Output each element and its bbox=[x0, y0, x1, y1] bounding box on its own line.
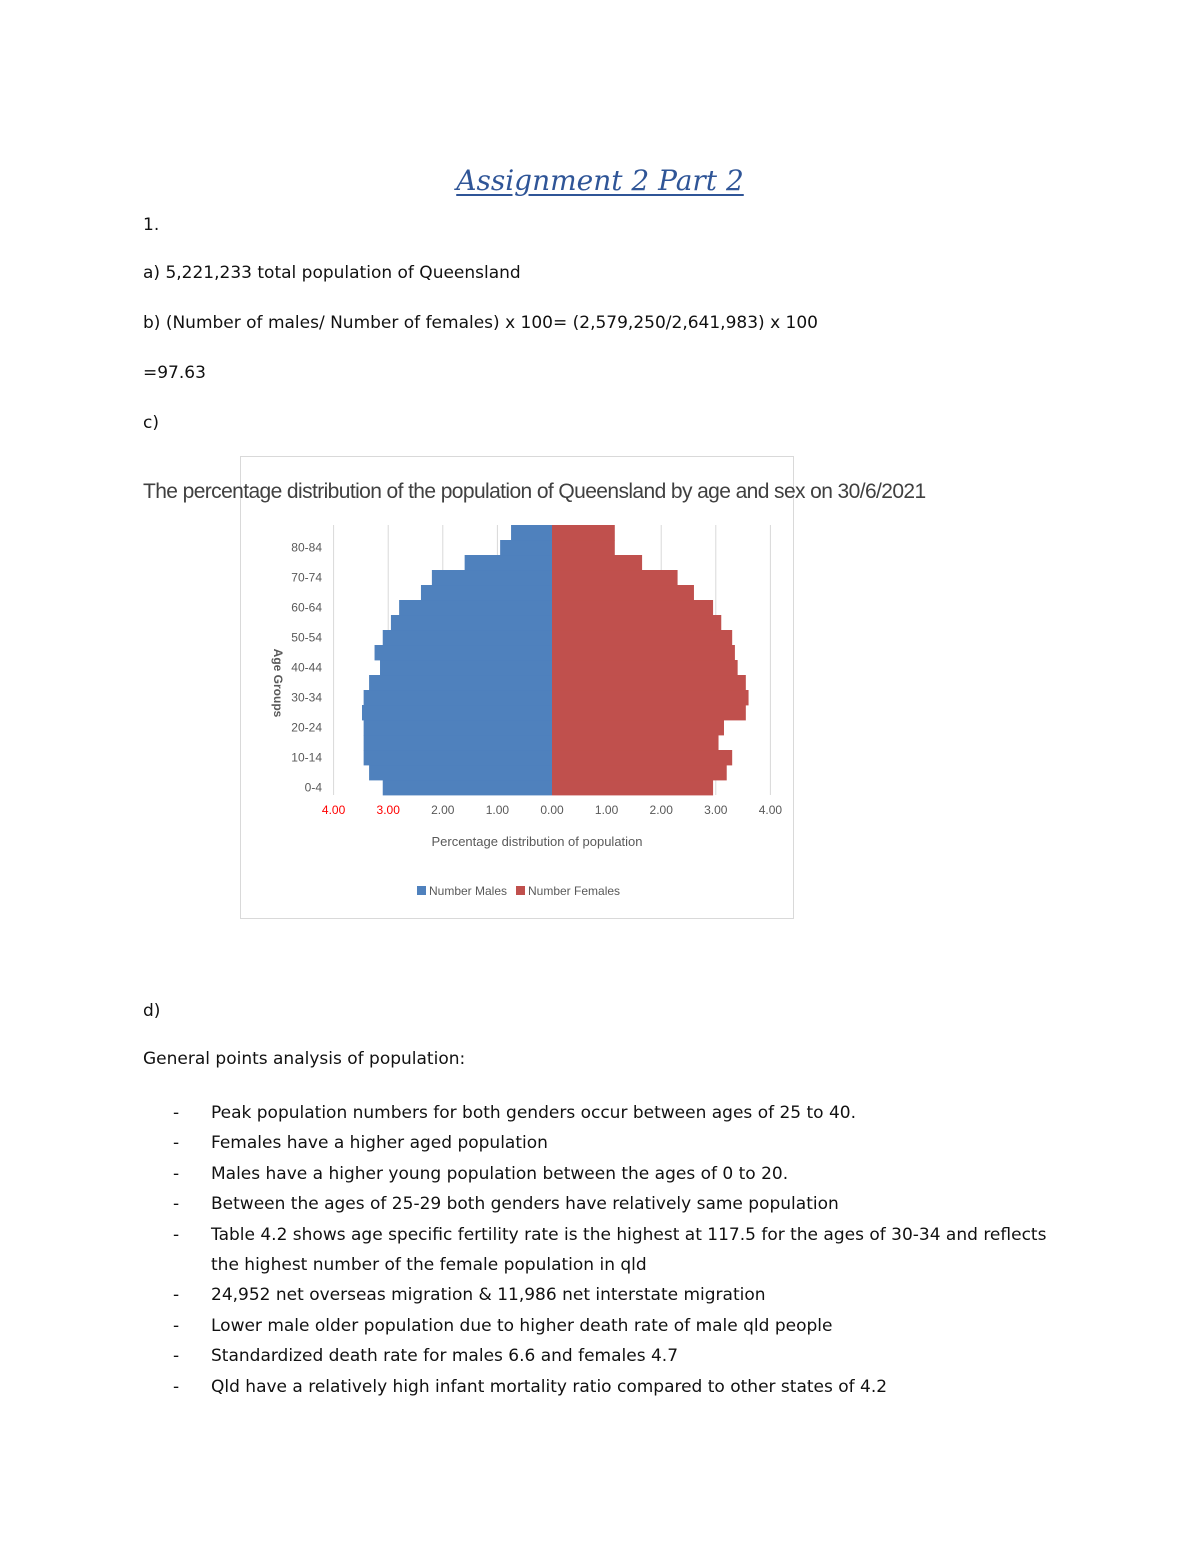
bullet-text: Qld have a relatively high infant mortality ratio compared to other states of 4.2 bbox=[211, 1376, 888, 1397]
male-bar-70-74 bbox=[432, 570, 552, 585]
list-item bbox=[173, 1341, 1073, 1371]
female-bar-35-39 bbox=[552, 675, 746, 690]
analysis-heading: General points analysis of population: bbox=[143, 1049, 466, 1069]
list-item bbox=[173, 1159, 1073, 1189]
male-bar-15-19 bbox=[364, 735, 552, 750]
bullet-text: Standardized death rate for males 6.6 and females 4.7 bbox=[211, 1346, 679, 1367]
female-bar-50-54 bbox=[552, 630, 732, 645]
answer-a: a) 5,221,233 total population of Queensland bbox=[143, 263, 521, 283]
female-bar-70-74 bbox=[552, 570, 678, 585]
male-bar-30-34 bbox=[364, 690, 552, 705]
x-tick-label: 3.00 bbox=[376, 803, 400, 817]
list-item bbox=[173, 1220, 1073, 1281]
y-tick-label: 70-74 bbox=[291, 570, 322, 585]
bullet-text: Between the ages of 25-29 both genders have relatively same population bbox=[211, 1194, 839, 1215]
female-bar-60-64 bbox=[552, 600, 713, 615]
x-axis-title: Percentage distribution of population bbox=[431, 834, 643, 849]
female-bar-0-4 bbox=[552, 780, 713, 795]
female-bar-25-29 bbox=[552, 705, 746, 720]
bullet-text: Table 4.2 shows age specific fertility rate is the highest at 117.5 for the ages of 30-34 and reflects the highest number of the female population in qld bbox=[211, 1224, 1047, 1276]
bullet-dash: - bbox=[173, 1224, 180, 1245]
male-bar-20-24 bbox=[364, 720, 552, 735]
y-tick-label: 40-44 bbox=[291, 660, 322, 675]
male-bar-80-84 bbox=[500, 540, 552, 555]
female-bar-15-19 bbox=[552, 735, 719, 750]
bullet-dash: - bbox=[173, 1315, 180, 1336]
answer-b: b) (Number of males/ Number of females) x 100= (2,579,250/2,641,983) x 100 bbox=[143, 313, 818, 333]
y-tick-label: 0-4 bbox=[304, 780, 322, 795]
y-tick-label: 60-64 bbox=[291, 600, 322, 615]
male-bar-5-9 bbox=[369, 765, 552, 780]
legend-swatch-females bbox=[516, 886, 525, 895]
x-tick-label: 4.00 bbox=[758, 803, 783, 817]
female-bar-10-14 bbox=[552, 750, 732, 765]
male-bar-75-79 bbox=[465, 555, 552, 570]
female-bar-45-49 bbox=[552, 645, 735, 660]
female-bar-55-59 bbox=[552, 615, 721, 630]
male-bar-10-14 bbox=[364, 750, 552, 765]
female-bar-30-34 bbox=[552, 690, 749, 705]
y-tick-label: 20-24 bbox=[291, 720, 322, 735]
bullet-dash: - bbox=[173, 1346, 180, 1367]
list-item bbox=[173, 1372, 1073, 1402]
x-tick-label: 1.00 bbox=[594, 803, 619, 817]
male-bar-50-54 bbox=[383, 630, 552, 645]
bullet-text: Males have a higher young population between the ages of 0 to 20. bbox=[211, 1163, 789, 1184]
chart-title: The percentage distribution of the population of Queensland by age and sex on 30/6/2021 bbox=[143, 480, 926, 503]
list-item bbox=[173, 1311, 1073, 1341]
female-bar-20-24 bbox=[552, 720, 724, 735]
bullet-text: Lower male older population due to higher death rate of male qld people bbox=[211, 1315, 833, 1336]
bullet-dash: - bbox=[173, 1133, 180, 1154]
female-bar-85+ bbox=[552, 525, 615, 540]
legend-label-males: Number Males bbox=[429, 884, 508, 898]
bullet-text: Peak population numbers for both genders occur between ages of 25 to 40. bbox=[211, 1103, 857, 1123]
list-item bbox=[173, 1280, 1073, 1310]
answer-d-label: d) bbox=[143, 1001, 161, 1021]
x-tick-label: 4.00 bbox=[321, 803, 346, 817]
analysis-bullet-list bbox=[173, 1098, 1073, 1402]
bullet-dash: - bbox=[173, 1103, 180, 1123]
male-bar-0-4 bbox=[383, 780, 552, 795]
male-bar-55-59 bbox=[391, 615, 552, 630]
x-tick-label: 2.00 bbox=[431, 803, 455, 817]
male-bar-65-69 bbox=[421, 585, 552, 600]
bullet-text: Females have a higher aged population bbox=[211, 1133, 548, 1154]
female-bar-75-79 bbox=[552, 555, 642, 570]
document-title: Assignment 2 Part 2 bbox=[456, 164, 744, 197]
x-tick-label: 0.00 bbox=[540, 803, 564, 817]
bullet-dash: - bbox=[173, 1285, 180, 1306]
x-tick-label: 3.00 bbox=[704, 803, 728, 817]
y-tick-label: 30-34 bbox=[291, 690, 322, 705]
list-item bbox=[173, 1189, 1073, 1219]
female-bar-5-9 bbox=[552, 765, 727, 780]
x-tick-label: 2.00 bbox=[649, 803, 673, 817]
legend-label-females: Number Females bbox=[528, 884, 621, 898]
female-bar-65-69 bbox=[552, 585, 694, 600]
female-bar-80-84 bbox=[552, 540, 615, 555]
y-axis-title: Age Groups bbox=[271, 648, 285, 718]
female-bar-40-44 bbox=[552, 660, 738, 675]
male-bar-40-44 bbox=[380, 660, 552, 675]
bullet-dash: - bbox=[173, 1194, 180, 1215]
male-bar-45-49 bbox=[375, 645, 552, 660]
bullet-dash: - bbox=[173, 1163, 180, 1184]
bullet-dash: - bbox=[173, 1376, 180, 1397]
male-bar-25-29 bbox=[362, 705, 552, 720]
question-number: 1. bbox=[143, 215, 160, 235]
y-tick-label: 10-14 bbox=[291, 750, 322, 765]
male-bar-60-64 bbox=[399, 600, 552, 615]
y-tick-label: 80-84 bbox=[291, 540, 322, 555]
bullet-text: 24,952 net overseas migration & 11,986 net interstate migration bbox=[211, 1285, 766, 1306]
male-bar-85+ bbox=[511, 525, 552, 540]
male-bar-35-39 bbox=[369, 675, 552, 690]
list-item bbox=[173, 1128, 1073, 1158]
list-item bbox=[173, 1098, 1073, 1128]
y-tick-label: 50-54 bbox=[291, 630, 322, 645]
answer-c-label: c) bbox=[143, 413, 159, 433]
x-tick-label: 1.00 bbox=[485, 803, 510, 817]
legend-swatch-males bbox=[417, 886, 426, 895]
answer-b-result: =97.63 bbox=[143, 363, 206, 383]
